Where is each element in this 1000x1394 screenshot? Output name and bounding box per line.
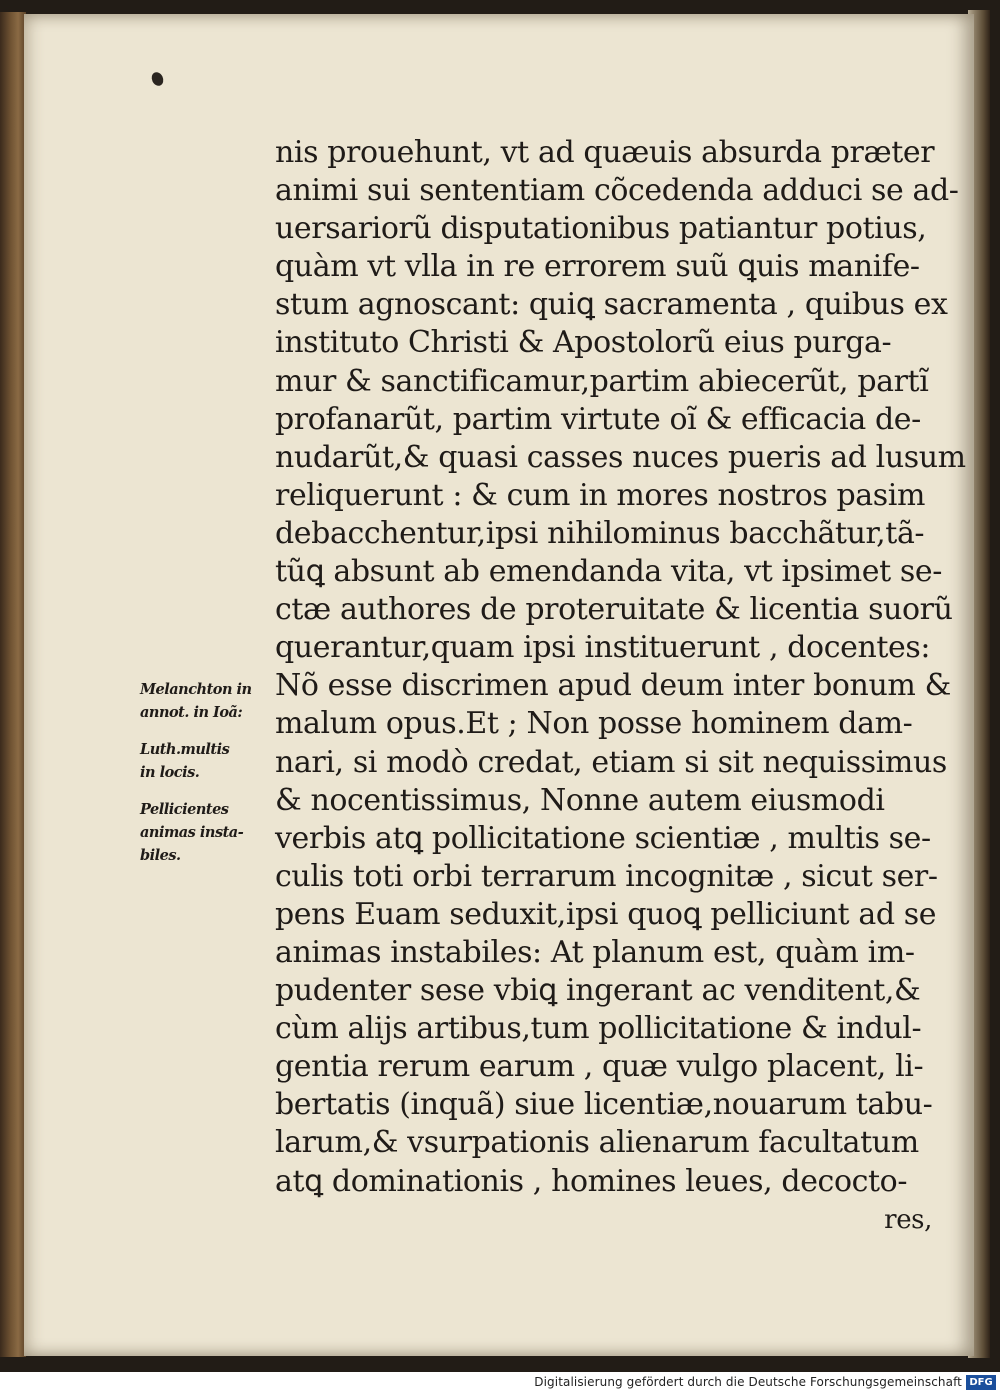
text-line: quàm vt vlla in re errorem suũ ꝗuis manife-: [275, 249, 920, 285]
margin-notes: [140, 678, 268, 881]
text-line: reliquerunt : & cum in mores nostros pasim: [275, 477, 926, 513]
margin-note: [140, 678, 268, 724]
text-line: malum opus.Et ; Non posse hominem dam-: [275, 706, 913, 742]
text-line: cùm alijs artibus,tum pollicitatione & indul-: [275, 1011, 922, 1047]
text-line: pudenter sese vbiꝗ ingerant ac venditent,&: [275, 973, 921, 1009]
text-line: pens Euam seduxit,ipsi quoꝗ pelliciunt ad se: [275, 896, 937, 932]
margin-note-line: Luth.multis: [140, 741, 230, 758]
text-line: uersariorũ disputationibus patiantur potius,: [275, 211, 927, 247]
margin-note: [140, 798, 268, 867]
text-line: larum,& vsurpationis alienarum facultatum: [275, 1125, 919, 1161]
text-line: nis prouehunt, vt ad quæuis absurda præter: [275, 135, 935, 170]
text-line: atꝗ dominationis , homines leues, decocto-: [275, 1163, 908, 1199]
text-line: querantur,quam ipsi instituerunt , docentes:: [275, 630, 931, 666]
main-text-block: [275, 134, 966, 1239]
text-line: tũꝗ absunt ab emendanda vita, vt ipsimet se-: [275, 554, 942, 590]
text-line: & nocentissimus, Nonne autem eiusmodi: [275, 782, 885, 818]
text-line: culis toti orbi terrarum incognitæ , sicut ser-: [275, 858, 938, 894]
text-line: animas instabiles: At planum est, quàm im-: [275, 934, 915, 970]
margin-note-line: animas insta-: [140, 824, 244, 841]
ink-spot: [150, 70, 166, 87]
text-line: profanarũt, partim virtute oĩ & efficacia de-: [275, 401, 921, 437]
margin-note-line: annot. in Ioã:: [140, 704, 243, 721]
text-line: animi sui sententiam cõcedenda adduci se ad-: [275, 173, 959, 209]
dfg-logo: DFG: [966, 1375, 996, 1390]
text-line: ctæ authores de proteruitate & licentia suorũ: [275, 592, 953, 628]
text-line: nudarũt,& quasi casses nuces pueris ad lusum: [275, 439, 966, 475]
text-line: stum agnoscant: quiꝗ sacramenta , quibus ex: [275, 287, 948, 323]
book-spine-edge: [0, 12, 26, 1357]
text-line: res,: [884, 1204, 932, 1235]
text-line: mur & sanctificamur,partim abiecerũt, partĩ: [275, 363, 929, 399]
text-line: instituto Christi & Apostolorũ eius purga-: [275, 325, 892, 361]
margin-note-line: in locis.: [140, 764, 200, 781]
text-line: Nõ esse discrimen apud deum inter bonum &: [275, 668, 951, 704]
text-line: verbis atꝗ pollicitatione scientiæ , multis se-: [275, 820, 931, 856]
margin-note-line: Melanchton in: [140, 681, 252, 698]
margin-note-line: Pellicientes: [140, 801, 229, 818]
text-line: debacchentur,ipsi nihilominus bacchãtur,tã-: [275, 515, 925, 551]
margin-note: [140, 738, 268, 784]
footer-bar: [0, 1372, 1000, 1394]
funding-credit: Digitalisierung gefördert durch die Deutsche Forschungsgemeinschaft: [534, 1375, 962, 1389]
text-line: gentia rerum earum , quæ vulgo placent, li-: [275, 1049, 924, 1085]
text-line: nari, si modò credat, etiam si sit nequissimus: [275, 744, 947, 780]
text-line: bertatis (inquã) siue licentiæ,nouarum tabu-: [275, 1087, 933, 1123]
margin-note-line: biles.: [140, 847, 181, 864]
